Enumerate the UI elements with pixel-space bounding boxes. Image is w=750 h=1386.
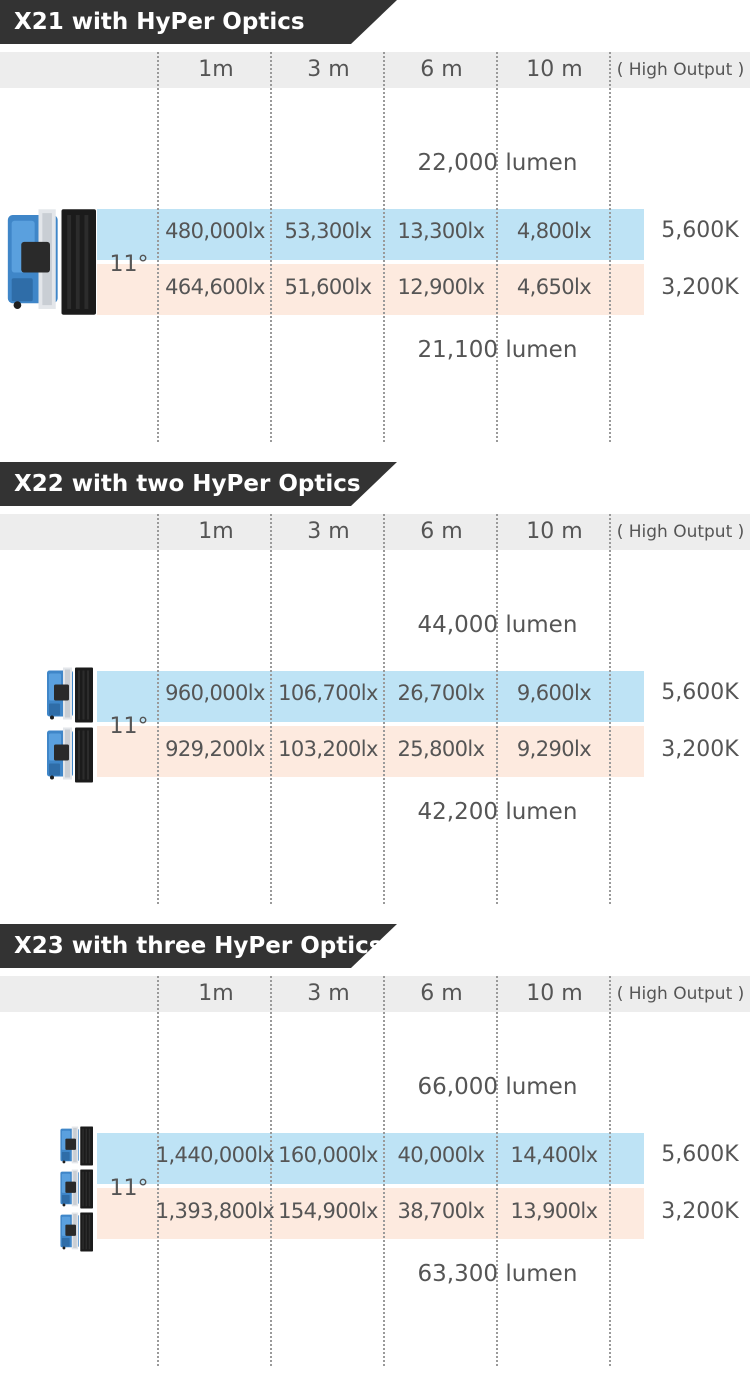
lumen-unit: lumen <box>505 150 578 176</box>
lux-cell-warm-6m: 25,800lx <box>397 737 485 761</box>
lux-cell-warm-10m: 4,650lx <box>516 275 592 299</box>
lux-cell-warm-1m: 929,200lx <box>165 737 265 761</box>
column-label-6m: 6 m <box>420 57 463 82</box>
lux-cell-warm-1m: 464,600lx <box>165 275 265 299</box>
column-label-1m: 1m <box>198 519 234 544</box>
lumen-value: 42,200 <box>417 799 498 825</box>
column-label-3m: 3 m <box>307 519 350 544</box>
fixture-icon <box>45 667 93 723</box>
lux-cell-cool-1m: 960,000lx <box>165 681 265 705</box>
lumen-label-cool <box>400 1074 600 1100</box>
fixture-icon <box>4 208 96 316</box>
color-temp-warm: 3,200K <box>661 1199 739 1224</box>
column-label-10m: 10 m <box>526 519 583 544</box>
chart-section-1 <box>0 0 750 462</box>
lumen-value: 22,000 <box>417 150 498 176</box>
column-label-3m: 3 m <box>307 57 350 82</box>
color-temp-cool: 5,600K <box>661 218 739 243</box>
high-output-note: ( High Output ) <box>616 60 745 80</box>
color-temp-cool: 5,600K <box>661 680 739 705</box>
column-label-6m: 6 m <box>420 981 463 1006</box>
high-output-note: ( High Output ) <box>616 522 745 542</box>
fixture-icon <box>59 1169 93 1209</box>
lumen-label-warm <box>400 337 600 363</box>
column-label-6m: 6 m <box>420 519 463 544</box>
lux-cell-cool-6m: 26,700lx <box>397 681 485 705</box>
column-label-3m: 3 m <box>307 981 350 1006</box>
lux-cell-cool-3m: 160,000lx <box>278 1143 378 1167</box>
lux-cell-warm-1m: 1,393,800lx <box>155 1199 275 1223</box>
lux-cell-cool-3m: 106,700lx <box>278 681 378 705</box>
color-temp-warm: 3,200K <box>661 275 739 300</box>
beam-angle: 11° <box>109 252 149 277</box>
column-label-1m: 1m <box>198 57 234 82</box>
lux-cell-cool-10m: 9,600lx <box>516 681 592 705</box>
lux-cell-warm-3m: 51,600lx <box>284 275 372 299</box>
column-label-10m: 10 m <box>526 981 583 1006</box>
lux-cell-cool-1m: 1,440,000lx <box>155 1143 275 1167</box>
high-output-note: ( High Output ) <box>616 984 745 1004</box>
section-title: X22 with two HyPer Optics <box>14 471 361 497</box>
lumen-unit: lumen <box>505 612 578 638</box>
lux-cell-warm-6m: 12,900lx <box>397 275 485 299</box>
lux-cell-warm-10m: 9,290lx <box>516 737 592 761</box>
lux-cell-warm-3m: 154,900lx <box>278 1199 378 1223</box>
lux-cell-warm-10m: 13,900lx <box>510 1199 598 1223</box>
lumen-label-warm <box>400 799 600 825</box>
lux-cell-cool-10m: 14,400lx <box>510 1143 598 1167</box>
color-temp-cool: 5,600K <box>661 1142 739 1167</box>
column-label-10m: 10 m <box>526 57 583 82</box>
lumen-label-warm <box>400 1261 600 1287</box>
lux-cell-warm-6m: 38,700lx <box>397 1199 485 1223</box>
lumen-unit: lumen <box>505 1261 578 1287</box>
beam-angle: 11° <box>109 714 149 739</box>
lumen-unit: lumen <box>505 337 578 363</box>
beam-angle: 11° <box>109 1176 149 1201</box>
lux-cell-cool-1m: 480,000lx <box>165 219 265 243</box>
lumen-unit: lumen <box>505 799 578 825</box>
chart-section-3 <box>0 924 750 1386</box>
lumen-label-cool <box>400 150 600 176</box>
lumen-value: 44,000 <box>417 612 498 638</box>
lumen-unit: lumen <box>505 1074 578 1100</box>
section-title: X23 with three HyPer Optics <box>14 933 383 959</box>
lumen-value: 63,300 <box>417 1261 498 1287</box>
fixture-icon <box>59 1212 93 1252</box>
fixture-icon <box>59 1126 93 1166</box>
lumen-value: 21,100 <box>417 337 498 363</box>
lux-cell-cool-10m: 4,800lx <box>516 219 592 243</box>
lux-cell-cool-6m: 13,300lx <box>397 219 485 243</box>
lumen-value: 66,000 <box>417 1074 498 1100</box>
chart-section-2 <box>0 462 750 924</box>
fixture-icon <box>45 727 93 783</box>
lumen-label-cool <box>400 612 600 638</box>
lux-cell-warm-3m: 103,200lx <box>278 737 378 761</box>
lux-cell-cool-3m: 53,300lx <box>284 219 372 243</box>
lux-cell-cool-6m: 40,000lx <box>397 1143 485 1167</box>
color-temp-warm: 3,200K <box>661 737 739 762</box>
column-label-1m: 1m <box>198 981 234 1006</box>
section-title: X21 with HyPer Optics <box>14 9 305 35</box>
